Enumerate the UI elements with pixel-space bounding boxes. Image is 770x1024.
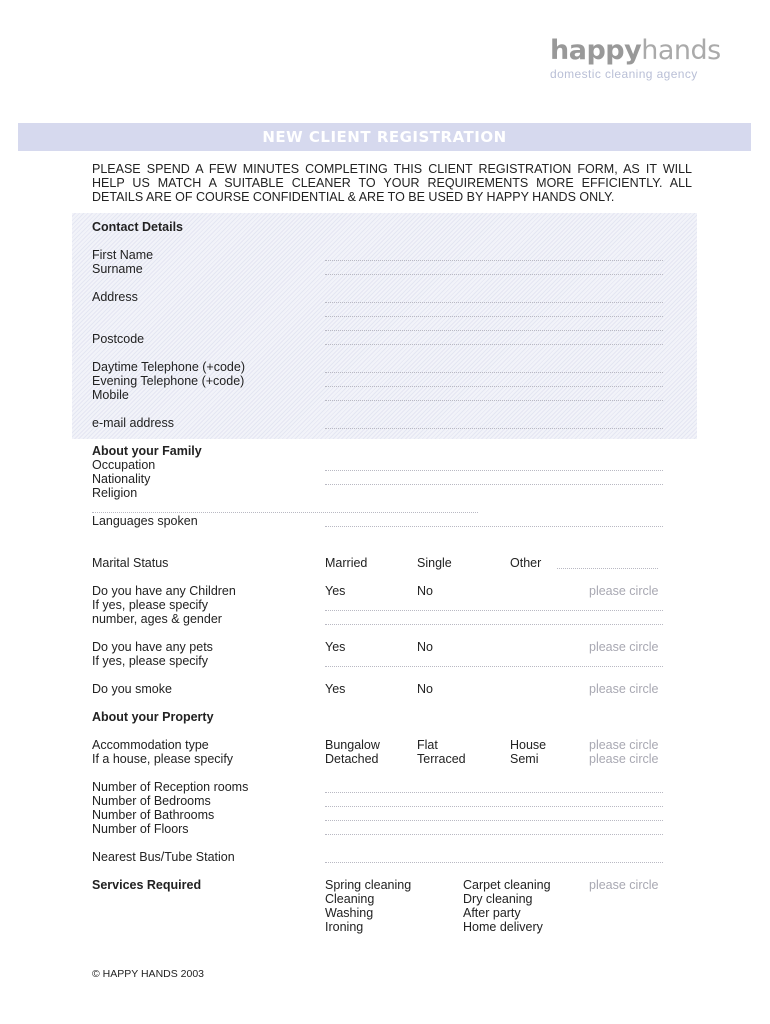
email-field[interactable] xyxy=(325,428,663,429)
mobile-label: Mobile xyxy=(92,388,129,402)
nearest-station-field[interactable] xyxy=(325,862,663,863)
reception-rooms-field[interactable] xyxy=(325,792,663,793)
children-please-circle: please circle xyxy=(589,584,659,598)
bedrooms-label: Number of Bedrooms xyxy=(92,794,211,808)
accommodation-type-label: Accommodation type xyxy=(92,738,209,752)
languages-field[interactable] xyxy=(325,526,663,527)
bungalow-option[interactable]: Bungalow xyxy=(325,738,380,752)
address-field-line-2[interactable] xyxy=(325,316,663,317)
surname-field[interactable] xyxy=(325,274,663,275)
about-family-heading: About your Family xyxy=(92,444,202,458)
daytime-telephone-label: Daytime Telephone (+code) xyxy=(92,360,245,374)
house-type-please-circle: please circle xyxy=(589,752,659,766)
mobile-field[interactable] xyxy=(325,400,663,401)
surname-label: Surname xyxy=(92,262,143,276)
form-title: NEW CLIENT REGISTRATION xyxy=(262,128,507,146)
service-option[interactable]: Washing xyxy=(325,906,374,920)
smoke-please-circle: please circle xyxy=(589,682,659,696)
bathrooms-field[interactable] xyxy=(325,820,663,821)
evening-telephone-label: Evening Telephone (+code) xyxy=(92,374,245,388)
service-option[interactable]: After party xyxy=(463,906,521,920)
logo-tagline: domestic cleaning agency xyxy=(550,67,698,81)
about-property-heading: About your Property xyxy=(92,710,214,724)
children-details-label: number, ages & gender xyxy=(92,612,222,626)
first-name-field[interactable] xyxy=(325,260,663,261)
accommodation-please-circle: please circle xyxy=(589,738,659,752)
occupation-field[interactable] xyxy=(325,470,663,471)
languages-label: Languages spoken xyxy=(92,514,198,528)
bedrooms-field[interactable] xyxy=(325,806,663,807)
smoke-label: Do you smoke xyxy=(92,682,172,696)
address-field-line-1[interactable] xyxy=(325,302,663,303)
religion-field[interactable] xyxy=(92,512,478,513)
service-option[interactable]: Cleaning xyxy=(325,892,375,906)
nearest-station-label: Nearest Bus/Tube Station xyxy=(92,850,235,864)
children-specify-label: If yes, please specify xyxy=(92,598,209,612)
religion-label: Religion xyxy=(92,486,138,500)
pets-specify-label: If yes, please specify xyxy=(92,654,209,668)
services-required-heading: Services Required xyxy=(92,878,202,892)
logo-wordmark xyxy=(550,35,721,66)
semi-option[interactable]: Semi xyxy=(510,752,539,766)
company-logo xyxy=(550,35,721,81)
email-label: e-mail address xyxy=(92,416,174,430)
other-option[interactable]: Other xyxy=(510,556,542,570)
pets-yes-option[interactable]: Yes xyxy=(325,640,346,654)
evening-telephone-field[interactable] xyxy=(325,386,663,387)
marital-status-label: Marital Status xyxy=(92,556,169,570)
floors-label: Number of Floors xyxy=(92,822,189,836)
children-details-field-1[interactable] xyxy=(325,610,663,611)
children-no-option[interactable]: No xyxy=(417,584,433,598)
contact-details-panel xyxy=(72,213,697,439)
service-option[interactable]: Ironing xyxy=(325,920,364,934)
pets-no-option[interactable]: No xyxy=(417,640,433,654)
house-specify-label: If a house, please specify xyxy=(92,752,234,766)
flat-option[interactable]: Flat xyxy=(417,738,438,752)
address-field-line-3[interactable] xyxy=(325,330,663,331)
services-please-circle: please circle xyxy=(589,878,659,892)
postcode-label: Postcode xyxy=(92,332,145,346)
first-name-label: First Name xyxy=(92,248,154,262)
reception-rooms-label: Number of Reception rooms xyxy=(92,780,249,794)
contact-details-heading: Contact Details xyxy=(92,220,183,234)
detached-option[interactable]: Detached xyxy=(325,752,379,766)
postcode-field[interactable] xyxy=(325,344,663,345)
house-option[interactable]: House xyxy=(510,738,547,752)
address-label: Address xyxy=(92,290,138,304)
service-option[interactable]: Spring cleaning xyxy=(325,878,412,892)
logo-light-text: hands xyxy=(641,35,721,66)
single-option[interactable]: Single xyxy=(417,556,452,570)
married-option[interactable]: Married xyxy=(325,556,368,570)
nationality-label: Nationality xyxy=(92,472,151,486)
intro-text: PLEASE SPEND A FEW MINUTES COMPLETING THIS CLIENT REGISTRATION FORM, AS IT WILL HELP US MATCH A SUITABLE CLEANER TO YOUR REQUIREMENTS MORE EFFICIENTLY. ALL DETAILS ARE OF COURSE CONFIDENTIAL & ARE TO BE USED BY HAPPY HANDS ONLY. xyxy=(92,162,692,204)
service-option[interactable]: Home delivery xyxy=(463,920,543,934)
bathrooms-label: Number of Bathrooms xyxy=(92,808,215,822)
pets-details-field[interactable] xyxy=(325,666,663,667)
occupation-label: Occupation xyxy=(92,458,156,472)
service-option[interactable]: Carpet cleaning xyxy=(463,878,551,892)
pets-please-circle: please circle xyxy=(589,640,659,654)
children-details-field-2[interactable] xyxy=(325,624,663,625)
daytime-telephone-field[interactable] xyxy=(325,372,663,373)
terraced-option[interactable]: Terraced xyxy=(417,752,466,766)
smoke-yes-option[interactable]: Yes xyxy=(325,682,346,696)
children-yes-option[interactable]: Yes xyxy=(325,584,346,598)
other-field[interactable] xyxy=(557,568,658,569)
service-option[interactable]: Dry cleaning xyxy=(463,892,533,906)
children-label: Do you have any Children xyxy=(92,584,236,598)
logo-bold-text: happy xyxy=(550,35,642,66)
nationality-field[interactable] xyxy=(325,484,663,485)
copyright-footer: © HAPPY HANDS 2003 xyxy=(92,968,205,980)
form-title-bar xyxy=(18,123,751,151)
pets-label: Do you have any pets xyxy=(92,640,213,654)
smoke-no-option[interactable]: No xyxy=(417,682,433,696)
floors-field[interactable] xyxy=(325,834,663,835)
